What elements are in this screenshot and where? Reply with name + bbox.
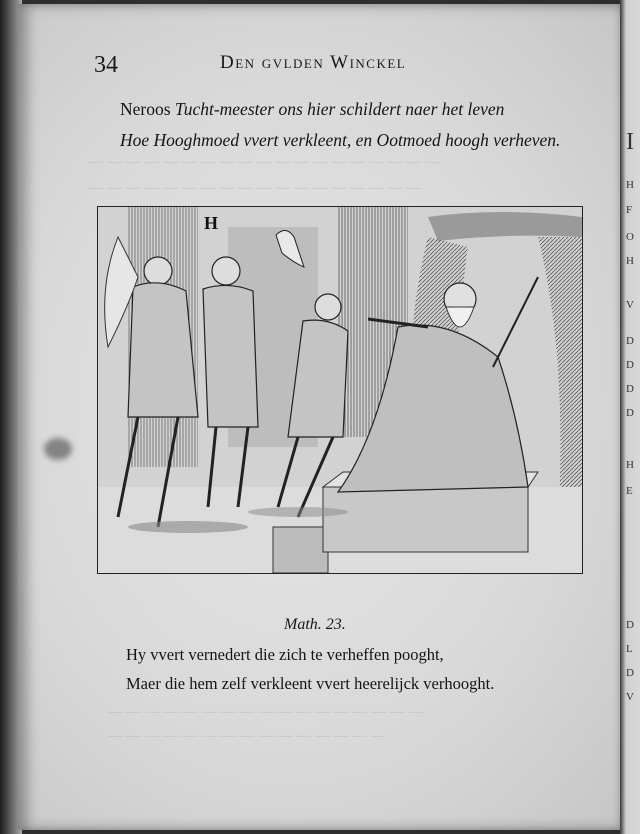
engraving-drawing [98, 207, 582, 573]
show-through-text: — — — — — — — — — — — — — — — — — [108, 704, 423, 720]
verse-top-line-2: Hoe Hooghmoed vvert verkleent, en Ootmoed hoogh verheven. [120, 130, 561, 150]
plate-letter: H [204, 213, 219, 233]
facing-page-edge: I H F O H V D D D D H E D L D V [620, 0, 640, 834]
verse-bottom-line-2: Maer die hem zelf verkleent vvert heerelijck verhooght. [126, 674, 495, 693]
running-head: Den gvlden Winckel [220, 52, 407, 73]
show-through-text: — — — — — — — — — — — — — — — — — — — [88, 154, 441, 170]
verse-bottom [126, 640, 494, 698]
scripture-citation: Math. 23. [284, 616, 346, 633]
engraving-illustration [97, 206, 583, 574]
show-through-text: — — — — — — — — — — — — — — — [108, 728, 386, 744]
verse-top-line-1-rest: Tucht-meester ons hier schildert naer het leven [170, 99, 505, 119]
page-stain [44, 438, 72, 460]
page-number: 34 [94, 52, 118, 78]
verse-top-line-1 [120, 94, 560, 125]
verse-top [120, 94, 560, 156]
verse-top-name: Neroos [120, 99, 171, 119]
verse-bottom-line-1: Hy vvert vernedert die zich te verheffen pooght, [126, 645, 444, 664]
show-through-text: — — — — — — — — — — — — — — — — — — [88, 180, 422, 196]
